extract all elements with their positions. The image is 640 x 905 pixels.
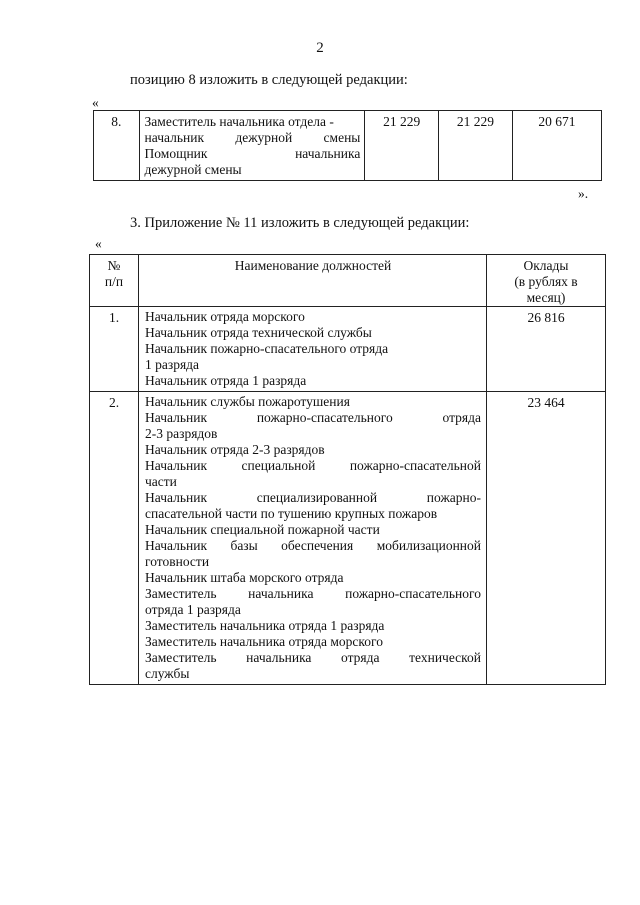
position-name-line: Начальник отряда морского [145,309,305,324]
salary-value-1: 21 229 [365,111,439,181]
position-name-line: Начальник отряда 1 разряда [145,373,307,388]
position-name-cell [139,111,365,181]
position-name-line: Заместитель начальника пожарно-спасательного [145,586,481,601]
page-number: 2 [316,40,324,56]
header-number-line: п/п [104,274,124,289]
position-name-line: Начальник специальной пожарно-спасательной [145,458,481,473]
header-number-line: № [107,258,121,273]
position-name-line: Начальник службы пожаротушения [145,394,350,409]
appendix-11-table [89,254,606,685]
position-name-line: службы [145,666,190,681]
table-row [90,392,606,685]
table-row [94,111,602,181]
table-header-row [90,255,606,307]
position-name-line: начальник дежурной смены [144,130,361,145]
position-name-line: Начальник пожарно-спасательного отряда [145,410,481,425]
position-name-line: Начальник штаба морского отряда [145,570,344,585]
position-name-line: Заместитель начальника отряда морского [145,634,383,649]
position-names-cell [139,392,487,685]
opening-quote: « [92,95,99,110]
row-number: 2. [90,392,139,685]
position-name-line: Начальник специальной пожарной части [145,522,380,537]
row-number: 8. [94,111,140,181]
salary-value: 26 816 [487,307,606,392]
table-row [90,307,606,392]
position-names-cell [139,307,487,392]
position-name-line: части [145,474,177,489]
position-name-line: Заместитель начальника отдела - [144,114,334,129]
header-position-names: Наименование должностей [139,255,487,307]
position-name-line: Заместитель начальника отряда 1 разряда [145,618,385,633]
paragraph-appendix-11: 3. Приложение № 11 изложить в следующей редакции: [130,215,470,231]
position-name-line: Начальник отряда технической службы [145,325,372,340]
header-salary [487,255,606,307]
salary-value-3: 20 671 [512,111,601,181]
position-name-line: Начальник специализированной пожарно- [145,490,481,505]
position-name-line: готовности [145,554,210,569]
position-name-line: Начальник базы обеспечения мобилизационной [145,538,481,553]
row-number: 1. [90,307,139,392]
opening-quote: « [95,236,102,251]
salary-value: 23 464 [487,392,606,685]
header-number [90,255,139,307]
position-name-line: 2-3 разрядов [145,426,218,441]
position-name-line: Заместитель начальника отряда технической [145,650,481,665]
paragraph-position-8: позицию 8 изложить в следующей редакции: [130,72,408,88]
position-name-line: отряда 1 разряда [145,602,241,617]
salary-value-2: 21 229 [439,111,513,181]
position-name-line: дежурной смены [144,162,242,177]
header-salary-line: Оклады [523,258,569,273]
position-name-line: Начальник пожарно-спасательного отряда [145,341,389,356]
closing-quote: ». [578,186,589,201]
header-salary-line: месяц) [526,290,566,305]
header-salary-line: (в рублях в [514,274,578,289]
position-name-line: Начальник отряда 2-3 разрядов [145,442,325,457]
position-8-table [93,110,602,181]
position-name-line: спасательной части по тушению крупных пожаров [145,506,438,521]
position-name-line: 1 разряда [145,357,200,372]
position-name-line: Помощник начальника [144,146,361,161]
